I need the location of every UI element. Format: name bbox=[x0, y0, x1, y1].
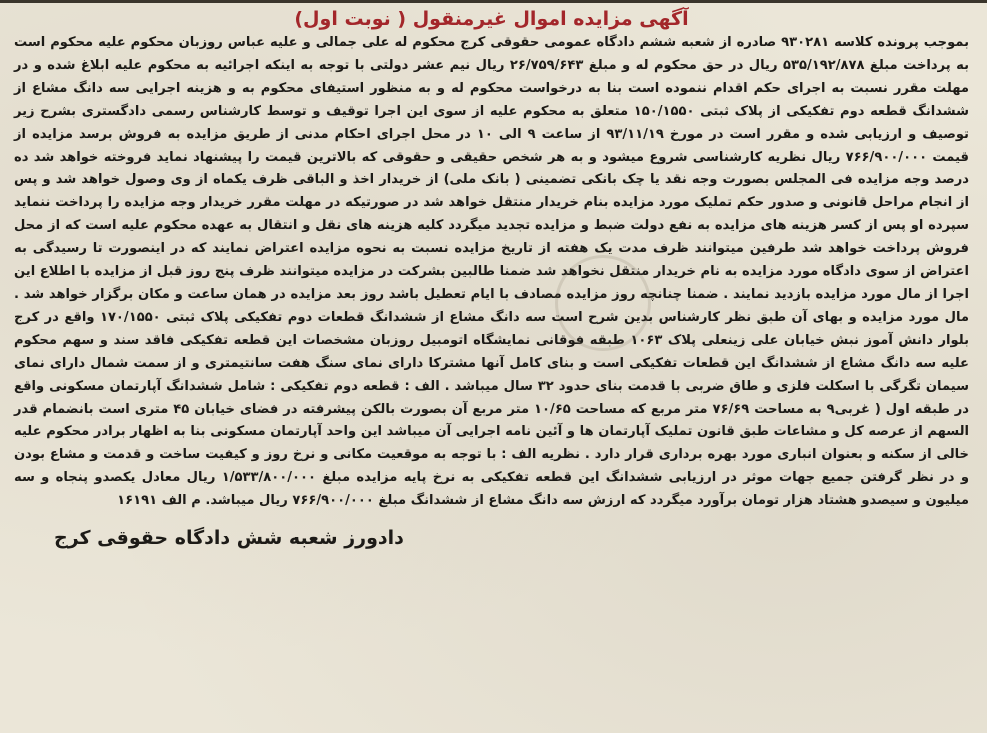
notice-title: آگهی مزایده اموال غیرمنقول ( نوبت اول) bbox=[294, 8, 689, 30]
notice-body: بموجب پرونده کلاسه ۹۳۰۲۸۱ صادره از شعبه ششم دادگاه عمومی حقوقی کرج محکوم له علی جمالی و علیه عباس روزبان محکوم علیه محکوم است به پرداخت مبلغ ۵۳۵/۱۹۲/۸۷۸ ریال در حق محکوم له و مبلغ ۲۶/۷۵۹/۶۴۳ ریال نیم عشر دولتی با توجه به اینکه اجرائیه به محکوم علیه ابلاغ شده و در مهلت مقرر نسبت به اجرای حکم اقدام ننموده است بنا به درخواست محکوم له و به منظور استیفای محکوم به و هزینه اجرایی سه دانگ مشاع از ششدانگ قطعه دوم تفکیکی از پلاک ثبتی ۱۵۰/۱۵۵۰ متعلق به محکوم علیه از سوی این اجرا توقیف و توسط کارشناس رسمی دادگستری بشرح زیر توصیف و ارزیابی شده و مقرر است در مورخ ۹۳/۱۱/۱۹ از ساعت ۹ الی ۱۰ در محل اجرای احکام مدنی از طریق مزایده به فروش برسد مزایده از قیمت ۷۶۶/۹۰۰/۰۰۰ ریال نظریه کارشناسی شروع میشود و به هر شخص حقیقی و حقوقی که بالاترین قیمت را پیشنهاد نماید فروخته خواهد شد ده درصد وجه مزایده فی المجلس بصورت وجه نقد یا چک بانکی تضمینی ( بانک ملی) از خریدار اخذ و الباقی ظرف یکماه از وی وصول خواهد شد و پس از انجام مراحل قانونی و صدور حکم تملیک مورد مزایده بنام خریدار منتقل خواهد شد در صورتیکه در مهلت مقرر خریدار وجه مزایده را پرداخت ننماید سپرده او پس از کسر هزینه های مزایده به نفع دولت ضبط و مزایده تجدید میگردد کلیه هزینه های نقل و انتقال به عهده محکوم علیه است که از محل فروش پرداخت خواهد شد طرفین میتوانند ظرف مدت یک هفته از تاریخ مزایده نسبت به نحوه مزایده اعتراض نمایند که در اینصورت تا رسیدگی به اعتراض از سوی دادگاه مورد مزایده به نام خریدار منتقل نخواهد شد ضمنا طالبین بشرکت در مزایده میتوانند ظرف پنج روز قبل از مزایده با اطلاع این اجرا از مال مورد مزایده بازدید نمایند . ضمنا چنانچه روز مزایده مصادف با ایام تعطیل باشد روز بعد مزایده در همان ساعت و مکان برگزار خواهد شد . مال مورد مزایده و بهای آن طبق نظر کارشناس بدین شرح است سه دانگ مشاع از ششدانگ قطعات دوم تفکیکی پلاک ثبتی ۱۷۰/۱۵۵۰ واقع در کرج بلوار دانش آموز نبش خیابان علی زینعلی پلاک ۱۰۶۳ طبقه فوقانی نمایشگاه اتومبیل روزبان مشخصات این قطعه تفکیکی فاقد سند و سهم محکوم علیه سه دانگ مشاع از ششدانگ این قطعات تفکیکی است و بنای کامل آنها مشترکا دارای نمای سنگ هفت سانتیمتری و از سمت شمال دارای نمای سیمان تگرگی با اسکلت فلزی و طاق ضربی با قدمت بنای حدود ۳۲ سال میباشد . الف : قطعه دوم تفکیکی : شامل ششدانگ آپارتمان مسکونی واقع در طبقه اول ( غربی۹ به مساحت ۷۶/۶۹ متر مربع که مساحت ۱۰/۶۵ متر مربع آن بصورت بالکن پیشرفته در فضای خیابان ۴۵ متری است بانضمام قدر السهم از عرصه کل و مشاعات طبق قانون تملیک آپارتمان ها و آئین نامه اجرایی آن میباشد این واحد آپارتمان مسکونی بنا به اظهار برادر محکوم علیه خالی از سکنه و بعنوان انباری مورد بهره برداری قرار دارد . نظریه الف : با توجه به موقعیت مکانی و نرخ روز و کیفیت ساخت و قدمت و مشاع بودن و در نظر گرفتن جمیع جهات موثر در ارزیابی ششدانگ این قطعه تفکیکی به نرخ پایه مزایده مبلغ ۱/۵۳۳/۸۰۰/۰۰۰ ریال معادل یکصدو پنجاه و سه میلیون و سیصدو هشتاد هزار تومان برآورد میگردد که ارزش سه دانگ مشاع از ششدانگ مبلغ ۷۶۶/۹۰۰/۰۰۰ ریال میباشد. م الف ۱۶۱۹۱ bbox=[14, 35, 970, 509]
notice-signature: دادورز شعبه شش دادگاه حقوقی کرج bbox=[54, 527, 404, 550]
top-border bbox=[0, 0, 987, 3]
